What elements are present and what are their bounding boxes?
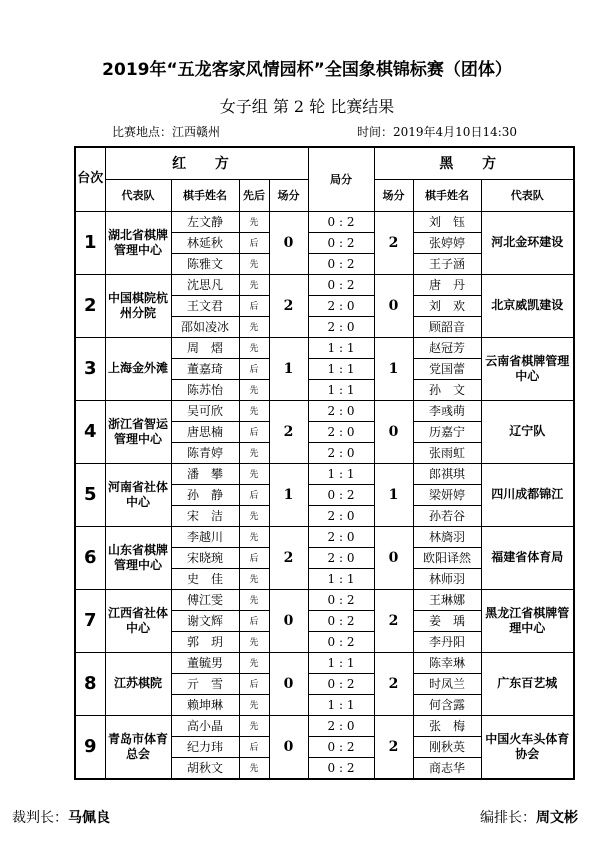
game-result: 0 : 2 — [308, 736, 374, 757]
black-match-points: 2 — [374, 715, 413, 779]
table-row — [75, 463, 574, 484]
header-red-player: 棋手姓名 — [171, 179, 239, 211]
game-result: 0 : 2 — [308, 211, 374, 232]
game-result: 0 : 2 — [308, 253, 374, 274]
game-result: 1 : 1 — [308, 463, 374, 484]
black-match-points: 2 — [374, 211, 413, 274]
move-order: 先 — [239, 379, 269, 400]
header-black-team: 代表队 — [481, 179, 574, 211]
black-player-name: 张 梅 — [413, 715, 481, 736]
red-player-name: 谢文辉 — [171, 610, 239, 631]
move-order: 先 — [239, 316, 269, 337]
move-order: 先 — [239, 505, 269, 526]
red-match-points: 1 — [269, 463, 308, 526]
table-row — [75, 589, 574, 610]
move-order: 先 — [239, 337, 269, 358]
match-rank: 5 — [75, 463, 105, 526]
red-team-name: 湖北省棋牌管理中心 — [105, 211, 171, 274]
black-player-name: 唐 丹 — [413, 274, 481, 295]
black-team-name: 中国火车头体育协会 — [481, 715, 574, 779]
chief-arranger-label: 编排长： — [480, 810, 536, 826]
game-result: 2 : 0 — [308, 421, 374, 442]
red-player-name: 吴可欣 — [171, 400, 239, 421]
black-player-name: 孙若谷 — [413, 505, 481, 526]
table-row — [75, 526, 574, 547]
red-team-name: 浙江省智运管理中心 — [105, 400, 171, 463]
red-player-name: 高小晶 — [171, 715, 239, 736]
game-result: 2 : 0 — [308, 505, 374, 526]
black-player-name: 张雨虹 — [413, 442, 481, 463]
move-order: 先 — [239, 757, 269, 779]
red-player-name: 史 佳 — [171, 568, 239, 589]
black-player-name: 欧阳译然 — [413, 547, 481, 568]
black-player-name: 王子涵 — [413, 253, 481, 274]
game-result: 0 : 2 — [308, 757, 374, 779]
move-order: 先 — [239, 589, 269, 610]
header-black-player: 棋手姓名 — [413, 179, 481, 211]
move-order: 先 — [239, 442, 269, 463]
game-result: 2 : 0 — [308, 547, 374, 568]
black-team-name: 四川成都锦江 — [481, 463, 574, 526]
red-team-name: 山东省棋牌管理中心 — [105, 526, 171, 589]
game-result: 0 : 2 — [308, 610, 374, 631]
game-result: 0 : 2 — [308, 232, 374, 253]
move-order: 先 — [239, 274, 269, 295]
move-order: 先 — [239, 253, 269, 274]
results-table — [74, 146, 575, 780]
black-player-name: 林旖羽 — [413, 526, 481, 547]
move-order: 后 — [239, 610, 269, 631]
black-player-name: 党国蕾 — [413, 358, 481, 379]
match-rank: 1 — [75, 211, 105, 274]
red-player-name: 董毓男 — [171, 652, 239, 673]
red-player-name: 孙 静 — [171, 484, 239, 505]
header-red-team: 代表队 — [105, 179, 171, 211]
match-rank: 3 — [75, 337, 105, 400]
black-team-name: 河北金环建设 — [481, 211, 574, 274]
red-player-name: 胡秋文 — [171, 757, 239, 779]
red-match-points: 2 — [269, 400, 308, 463]
black-player-name: 刚秋英 — [413, 736, 481, 757]
move-order: 后 — [239, 547, 269, 568]
venue-text: 比赛地点：江西赣州 — [112, 125, 221, 139]
move-order: 先 — [239, 652, 269, 673]
game-result: 2 : 0 — [308, 316, 374, 337]
move-order: 先 — [239, 631, 269, 652]
black-match-points: 0 — [374, 400, 413, 463]
red-player-name: 李越川 — [171, 526, 239, 547]
black-match-points: 1 — [374, 337, 413, 400]
black-match-points: 2 — [374, 652, 413, 715]
game-result: 2 : 0 — [308, 715, 374, 736]
red-player-name: 王文君 — [171, 295, 239, 316]
game-result: 2 : 0 — [308, 295, 374, 316]
red-player-name: 纪力玮 — [171, 736, 239, 757]
black-player-name: 刘 钰 — [413, 211, 481, 232]
move-order: 后 — [239, 673, 269, 694]
page-title: 2019年“五龙客家风情园杯”全国象棋锦标赛（团体） — [102, 60, 512, 80]
black-player-name: 姜 瑀 — [413, 610, 481, 631]
time-text: 时间：2019年4月10日14:30 — [357, 125, 518, 139]
table-row — [75, 715, 574, 736]
game-result: 1 : 1 — [308, 568, 374, 589]
game-result: 0 : 2 — [308, 589, 374, 610]
red-player-name: 周 熠 — [171, 337, 239, 358]
game-result: 1 : 1 — [308, 337, 374, 358]
red-player-name: 陈青婷 — [171, 442, 239, 463]
black-player-name: 商志华 — [413, 757, 481, 779]
black-player-name: 张婷婷 — [413, 232, 481, 253]
red-player-name: 陈雅文 — [171, 253, 239, 274]
red-match-points: 0 — [269, 589, 308, 652]
match-rank: 4 — [75, 400, 105, 463]
game-result: 0 : 2 — [308, 673, 374, 694]
chief-referee-name: 马佩良 — [68, 810, 110, 826]
red-team-name: 河南省社体中心 — [105, 463, 171, 526]
red-match-points: 0 — [269, 715, 308, 779]
black-player-name: 王琳娜 — [413, 589, 481, 610]
match-rank: 6 — [75, 526, 105, 589]
move-order: 后 — [239, 421, 269, 442]
page-subtitle: 女子组 第 2 轮 比赛结果 — [219, 97, 395, 116]
game-result: 0 : 2 — [308, 631, 374, 652]
header-round-score: 局分 — [308, 147, 374, 211]
game-result: 2 : 0 — [308, 442, 374, 463]
black-player-name: 李彧萌 — [413, 400, 481, 421]
header-black-points: 场分 — [374, 179, 413, 211]
header-rank: 台次 — [75, 147, 105, 211]
red-player-name: 唐思楠 — [171, 421, 239, 442]
chief-referee-label: 裁判长： — [12, 810, 68, 826]
match-rank: 9 — [75, 715, 105, 779]
move-order: 先 — [239, 211, 269, 232]
red-player-name: 林延秋 — [171, 232, 239, 253]
black-player-name: 顾韶音 — [413, 316, 481, 337]
black-team-name: 黑龙江省棋牌管理中心 — [481, 589, 574, 652]
move-order: 先 — [239, 715, 269, 736]
red-player-name: 潘 攀 — [171, 463, 239, 484]
game-result: 1 : 1 — [308, 379, 374, 400]
black-player-name: 林师羽 — [413, 568, 481, 589]
red-match-points: 1 — [269, 337, 308, 400]
red-player-name: 左文静 — [171, 211, 239, 232]
game-result: 1 : 1 — [308, 694, 374, 715]
move-order: 后 — [239, 232, 269, 253]
table-row — [75, 652, 574, 673]
black-player-name: 孙 文 — [413, 379, 481, 400]
black-match-points: 2 — [374, 589, 413, 652]
black-player-name: 刘 欢 — [413, 295, 481, 316]
red-player-name: 亓 雪 — [171, 673, 239, 694]
header-order: 先后 — [239, 179, 269, 211]
red-match-points: 0 — [269, 652, 308, 715]
move-order: 先 — [239, 694, 269, 715]
black-match-points: 1 — [374, 463, 413, 526]
game-result: 0 : 2 — [308, 484, 374, 505]
move-order: 先 — [239, 400, 269, 421]
black-team-name: 北京威凯建设 — [481, 274, 574, 337]
chief-referee — [12, 807, 110, 827]
red-player-name: 郭 玥 — [171, 631, 239, 652]
results-body — [75, 211, 574, 779]
chief-arranger — [480, 807, 578, 827]
red-team-name: 中国棋院杭州分院 — [105, 274, 171, 337]
game-result: 0 : 2 — [308, 274, 374, 295]
black-player-name: 时凤兰 — [413, 673, 481, 694]
black-player-name: 历嘉宁 — [413, 421, 481, 442]
move-order: 先 — [239, 526, 269, 547]
table-row — [75, 400, 574, 421]
game-result: 2 : 0 — [308, 400, 374, 421]
black-player-name: 陈幸琳 — [413, 652, 481, 673]
red-match-points: 0 — [269, 211, 308, 274]
red-player-name: 邵如凌冰 — [171, 316, 239, 337]
header-red-points: 场分 — [269, 179, 308, 211]
red-team-name: 上海金外滩 — [105, 337, 171, 400]
black-player-name: 赵冠芳 — [413, 337, 481, 358]
red-player-name: 宋 洁 — [171, 505, 239, 526]
black-team-name: 辽宁队 — [481, 400, 574, 463]
red-match-points: 2 — [269, 526, 308, 589]
red-team-name: 江苏棋院 — [105, 652, 171, 715]
red-player-name: 赖坤琳 — [171, 694, 239, 715]
red-team-name: 青岛市体育总会 — [105, 715, 171, 779]
table-row — [75, 337, 574, 358]
red-player-name: 宋晓琬 — [171, 547, 239, 568]
header-red-side: 红 方 — [105, 147, 308, 179]
move-order: 先 — [239, 568, 269, 589]
table-row — [75, 274, 574, 295]
move-order: 后 — [239, 484, 269, 505]
move-order: 后 — [239, 358, 269, 379]
red-player-name: 沈思凡 — [171, 274, 239, 295]
black-player-name: 梁妍婷 — [413, 484, 481, 505]
header-black-side: 黑 方 — [374, 147, 574, 179]
match-rank: 7 — [75, 589, 105, 652]
table-row — [75, 211, 574, 232]
match-rank: 2 — [75, 274, 105, 337]
move-order: 后 — [239, 736, 269, 757]
black-team-name: 云南省棋牌管理中心 — [481, 337, 574, 400]
black-match-points: 0 — [374, 274, 413, 337]
black-team-name: 广东百艺城 — [481, 652, 574, 715]
match-rank: 8 — [75, 652, 105, 715]
red-player-name: 董嘉琦 — [171, 358, 239, 379]
red-team-name: 江西省社体中心 — [105, 589, 171, 652]
red-match-points: 2 — [269, 274, 308, 337]
red-player-name: 陈苏怡 — [171, 379, 239, 400]
move-order: 先 — [239, 463, 269, 484]
black-team-name: 福建省体育局 — [481, 526, 574, 589]
game-result: 1 : 1 — [308, 652, 374, 673]
black-match-points: 0 — [374, 526, 413, 589]
game-result: 1 : 1 — [308, 358, 374, 379]
black-player-name: 李丹阳 — [413, 631, 481, 652]
game-result: 2 : 0 — [308, 526, 374, 547]
chief-arranger-name: 周文彬 — [536, 810, 578, 826]
black-player-name: 何含露 — [413, 694, 481, 715]
black-player-name: 郎祺琪 — [413, 463, 481, 484]
red-player-name: 傅江雯 — [171, 589, 239, 610]
move-order: 后 — [239, 295, 269, 316]
